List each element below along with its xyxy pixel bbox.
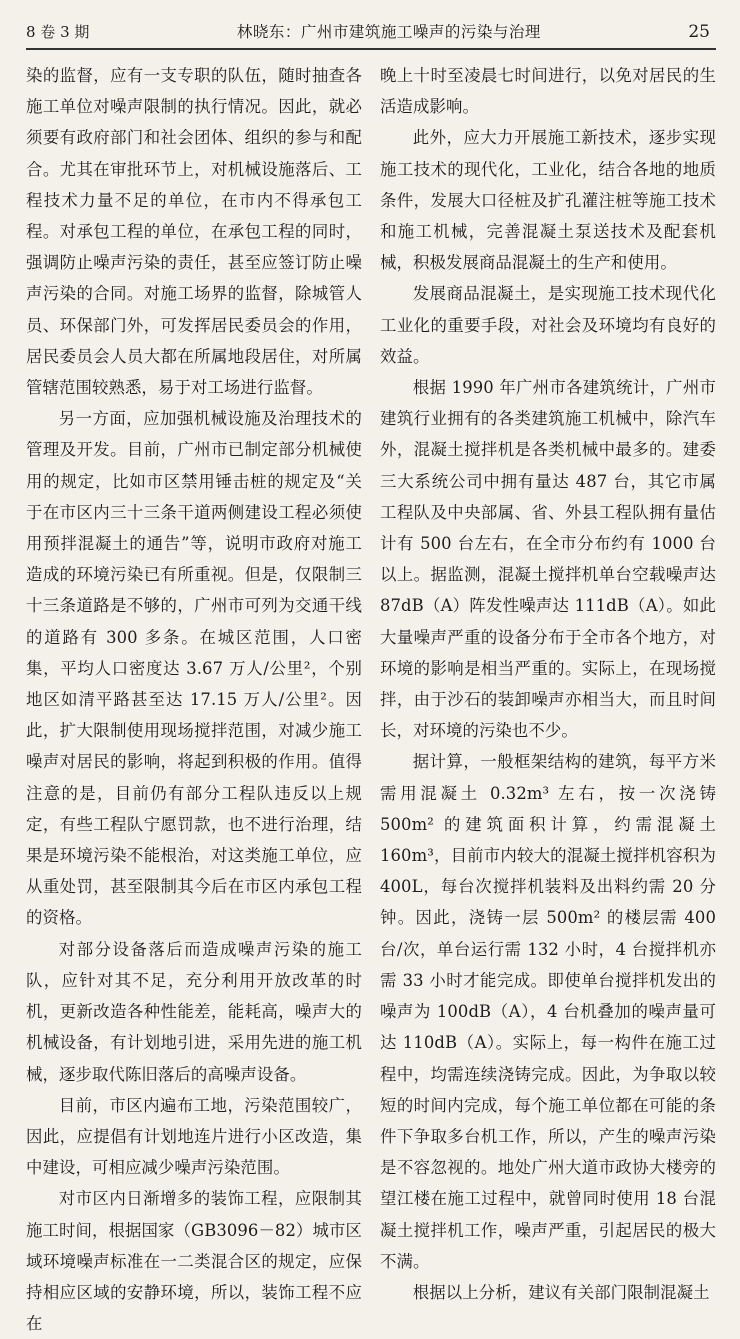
right-column <box>380 60 716 1339</box>
running-header <box>26 0 716 50</box>
paragraph: 另一方面，应加强机械设施及治理技术的管理及开发。目前，广州市已制定部分机械使用的规定，比如市区禁用锤击桩的规定及“关于在市区内三十三条干道两侧建设工程必须使用预拌混凝土的通告”等，说明市政府对施工造成的环境污染已有所重视。但是，仅限制三十三条道路是不够的，广州市可列为交通干线的道路有 300 多条。在城区范围，人口密集，平均人口密度达 3.67 万人/公里²，个别地区如清平路甚至达 17.15 万人/公里²。因此，扩大限制使用现场搅拌范围，对减少施工噪声对居民的影响，将起到积极的作用。值得注意的是，目前仍有部分工程队违反以上规定，有些工程队宁愿罚款，也不进行治理，结果是环境污染不能根治，对这类施工单位，应从重处罚，甚至限制其今后在市区内承包工程的资格。 <box>26 409 362 928</box>
paragraph: 晚上十时至凌晨七时间进行，以免对居民的生活造成影响。 <box>380 66 716 117</box>
page-number: 25 <box>688 22 710 42</box>
left-column <box>26 60 362 1339</box>
paragraph: 目前，市区内遍布工地，污染范围较广，因此，应提倡有计划地连片进行小区改造，集中建设，可相应减少噪声污染范围。 <box>26 1095 362 1178</box>
paragraph: 据计算，一般框架结构的建筑，每平方米需用混凝土 0.32m³ 左右，按一次浇铸 500m² 的建筑面积计算，约需混凝土 160m³，目前市内较大的混凝土搅拌机容积为 400L，每台次搅拌机装料及出料约需 20 分钟。因此，浇铸一层 500m² 的楼层需 400 台/次，单台运行需 132 小时，4 台搅拌机亦需 33 小时才能完成。即使单台搅拌机发出的噪声为 100dB（A），4 台机叠加的噪声量可达 110dB（A）。实际上，每一构件在施工过程中，均需连续浇铸完成。因此，为争取以较短的时间内完成，每个施工单位都在可能的条件下争取多台机工作，所以，产生的噪声污染是不容忽视的。地处广州大道市政协大楼旁的望江楼在施工过程中，就曾同时使用 18 台混凝土搅拌机工作，噪声严重，引起居民的极大不满。 <box>380 752 716 1271</box>
paragraph: 根据 1990 年广州市各建筑统计，广州市建筑行业拥有的各类建筑施工机械中，除汽车外，混凝土搅拌机是各类机械中最多的。建委三大系统公司中拥有量达 487 台，其它市属工程队及中央部属、省、外县工程队拥有量估计有 500 台左右，在全市分布约有 1000 台以上。据监测，混凝土搅拌机单台空载噪声达 87dB（A）阵发性噪声达 111dB（A）。如此大量噪声严重的设备分布于全市各个地方，对环境的影响是相当严重的。实际上，在现场搅拌，由于沙石的装卸噪声亦相当大，而且时间长，对环境的污染也不少。 <box>380 378 716 741</box>
running-title: 林晓东：广州市建筑施工噪声的污染与治理 <box>236 23 541 41</box>
paragraph: 此外，应大力开展施工新技术，逐步实现施工技术的现代化，工业化，结合各地的地质条件，发展大口径桩及扩孔灌注桩等施工技术和施工机械，完善混凝土泵送技术及配套机械，积极发展商品混凝土的生产和使用。 <box>380 128 716 273</box>
volume-issue: 8 卷 3 期 <box>26 23 90 41</box>
paragraph: 对市区内日渐增多的装饰工程，应限制其施工时间，根据国家（GB3096－82）城市区域环境噪声标准在一二类混合区的规定，应保持相应区域的安静环境，所以，装饰工程不应在 <box>26 1189 362 1334</box>
body-columns <box>26 60 716 1339</box>
paragraph: 对部分设备落后而造成噪声污染的施工队，应针对其不足，充分利用开放改革的时机，更新改造各种性能差，能耗高，噪声大的机械设备，有计划地引进，采用先进的施工机械，逐步取代陈旧落后的高噪声设备。 <box>26 939 362 1084</box>
paragraph: 染的监督，应有一支专职的队伍，随时抽查各施工单位对噪声限制的执行情况。因此，就必须要有政府部门和社会团体、组织的参与和配合。尤其在审批环节上，对机械设施落后、工程技术力量不足的单位，在市内不得承包工程。对承包工程的单位，在承包工程的同时，强调防止噪声污染的责任，甚至应签订防止噪声污染的合同。对施工场界的监督，除城管人员、环保部门外，可发挥居民委员会的作用，居民委员会人员大都在所属地段居住，对所属管辖范围较熟悉，易于对工场进行监督。 <box>26 66 362 398</box>
paragraph: 根据以上分析，建议有关部门限制混凝土 <box>412 1282 710 1302</box>
paragraph: 发展商品混凝土，是实现施工技术现代化工业化的重要手段，对社会及环境均有良好的效益。 <box>380 284 716 366</box>
